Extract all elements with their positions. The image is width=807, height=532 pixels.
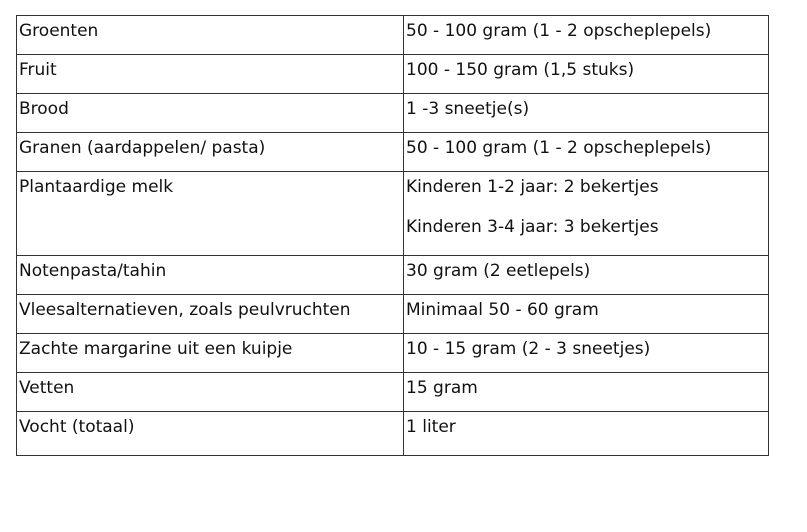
- row-label: Granen (aardappelen/ pasta): [17, 133, 404, 172]
- table-row-groenten: [17, 16, 769, 55]
- row-value: [404, 295, 769, 334]
- nutrition-table: [16, 15, 769, 456]
- row-value: [404, 133, 769, 172]
- table-row-vleesalternatieven: [17, 295, 769, 334]
- row-value: [404, 55, 769, 94]
- row-label: Vocht (totaal): [17, 412, 404, 456]
- row-value-line: 10 - 15 gram (2 - 3 sneetjes): [406, 339, 651, 359]
- row-value: [404, 412, 769, 456]
- row-value: [404, 172, 769, 256]
- row-value-line: Kinderen 3-4 jaar: 3 bekertjes: [406, 217, 659, 237]
- row-value: [404, 256, 769, 295]
- table-row-granen: [17, 133, 769, 172]
- row-label: Zachte margarine uit een kuipje: [17, 334, 404, 373]
- table-row-vetten: [17, 373, 769, 412]
- table-row-notenpasta: [17, 256, 769, 295]
- row-value-line: 50 - 100 gram (1 - 2 opscheplepels): [406, 138, 712, 158]
- table-row-brood: [17, 94, 769, 133]
- row-value-line: Kinderen 1-2 jaar: 2 bekertjes: [406, 177, 659, 197]
- row-label: Groenten: [17, 16, 404, 55]
- row-value-line: 30 gram (2 eetlepels): [406, 261, 591, 281]
- row-value: [404, 16, 769, 55]
- row-value: [404, 373, 769, 412]
- row-value-line: 100 - 150 gram (1,5 stuks): [406, 60, 635, 80]
- table-row-plantaardige-melk: [17, 172, 769, 256]
- row-value-line: Minimaal 50 - 60 gram: [406, 300, 599, 320]
- row-value-line: 1 -3 sneetje(s): [406, 99, 530, 119]
- table-row-margarine: [17, 334, 769, 373]
- row-label: Vleesalternatieven, zoals peulvruchten: [17, 295, 404, 334]
- row-label: Brood: [17, 94, 404, 133]
- row-label: Plantaardige melk: [17, 172, 404, 256]
- row-value-line: 15 gram: [406, 378, 478, 398]
- row-label: Fruit: [17, 55, 404, 94]
- row-value-line: 50 - 100 gram (1 - 2 opscheplepels): [406, 21, 712, 41]
- table-row-vocht: [17, 412, 769, 456]
- row-value: [404, 334, 769, 373]
- table-row-fruit: [17, 55, 769, 94]
- row-label: Notenpasta/tahin: [17, 256, 404, 295]
- row-value-line: 1 liter: [406, 417, 456, 437]
- row-label: Vetten: [17, 373, 404, 412]
- row-value: [404, 94, 769, 133]
